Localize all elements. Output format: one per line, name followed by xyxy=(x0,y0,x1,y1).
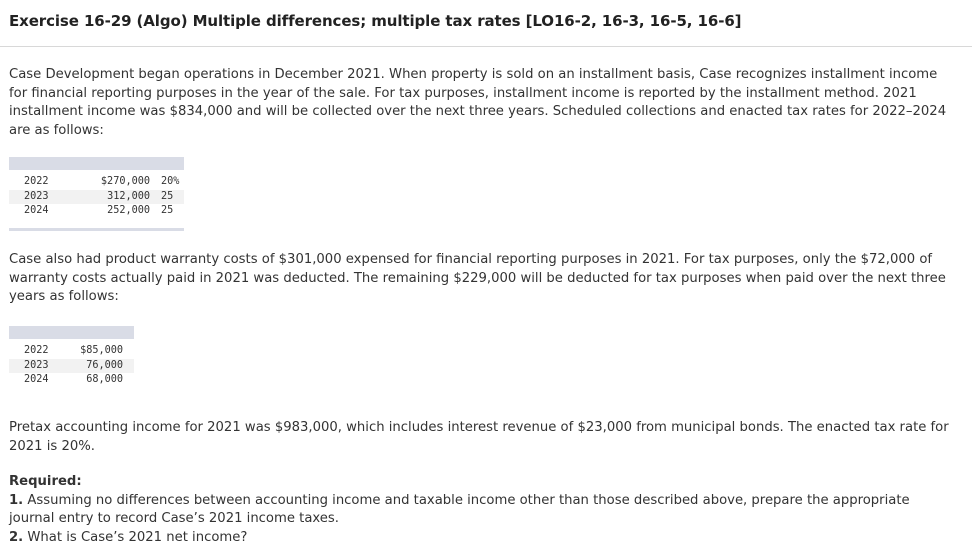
required-item-text: Assuming no differences between accounting income and taxable income other than those described above, prepare the appropriate journal entry to record Case’s 2021 income taxes. xyxy=(9,492,910,527)
table-row xyxy=(9,175,184,190)
year-cell: 2024 xyxy=(24,374,49,385)
amount-cell: 68,000 xyxy=(86,374,123,385)
required-item-2 xyxy=(9,529,954,548)
rate-cell: 20% xyxy=(161,176,180,187)
required-item-text: What is Case’s 2021 net income? xyxy=(23,529,248,545)
table-row xyxy=(9,373,134,388)
required-item-number: 1. xyxy=(9,492,24,508)
amount-cell: 312,000 xyxy=(107,190,150,202)
amount-cell: 76,000 xyxy=(86,359,123,371)
amount-cell: $85,000 xyxy=(80,345,123,356)
title-divider xyxy=(0,46,972,47)
table-footer-bar xyxy=(9,228,184,231)
amount-cell: $270,000 xyxy=(100,176,150,187)
year-cell: 2022 xyxy=(24,176,49,187)
required-section xyxy=(9,473,954,547)
warranty-deductions-table xyxy=(9,326,134,397)
pretax-income-paragraph: Pretax accounting income for 2021 was $983,000, which includes interest revenue of $23,000 from municipal bonds. The enacted tax rate for 2021 is 20%. xyxy=(9,420,949,454)
table-header-bar xyxy=(9,157,184,170)
warranty-paragraph: Case also had product warranty costs of $301,000 expensed for financial reporting purposes in 2021. For tax purposes, only the $72,000 of warranty costs actually paid in 2021 was deducted. The remaining $229,000 will be deducted for tax purposes when paid over the next three years as follows: xyxy=(9,252,946,305)
amount-cell: 252,000 xyxy=(107,205,150,216)
table-row xyxy=(9,344,134,359)
exercise-title: Exercise 16-29 (Algo) Multiple differences; multiple tax rates [LO16-2, 16-3, 16-5, 16-6] xyxy=(9,12,742,30)
year-cell: 2023 xyxy=(24,190,49,202)
required-item-number: 2. xyxy=(9,529,24,545)
year-cell: 2024 xyxy=(24,205,49,216)
year-cell: 2023 xyxy=(24,359,49,371)
rate-cell: 25 xyxy=(161,205,174,216)
table-row xyxy=(9,359,134,374)
table-header-bar xyxy=(9,326,134,339)
table-row xyxy=(9,190,184,205)
installment-collections-table xyxy=(9,157,184,231)
table-row xyxy=(9,204,184,219)
rate-cell: 25 xyxy=(161,190,174,202)
required-item-1 xyxy=(9,492,954,529)
required-heading: Required: xyxy=(9,474,82,489)
year-cell: 2022 xyxy=(24,345,49,356)
intro-paragraph: Case Development began operations in December 2021. When property is sold on an installment basis, Case recognizes installment income for financial reporting purposes in the year of the sale. For tax purposes, installment income is reported by the installment method. 2021 installment income was $834,000 and will be collected over the next three years. Scheduled collections and enacted tax rates for 2022–2024 are as follows: xyxy=(9,67,947,138)
